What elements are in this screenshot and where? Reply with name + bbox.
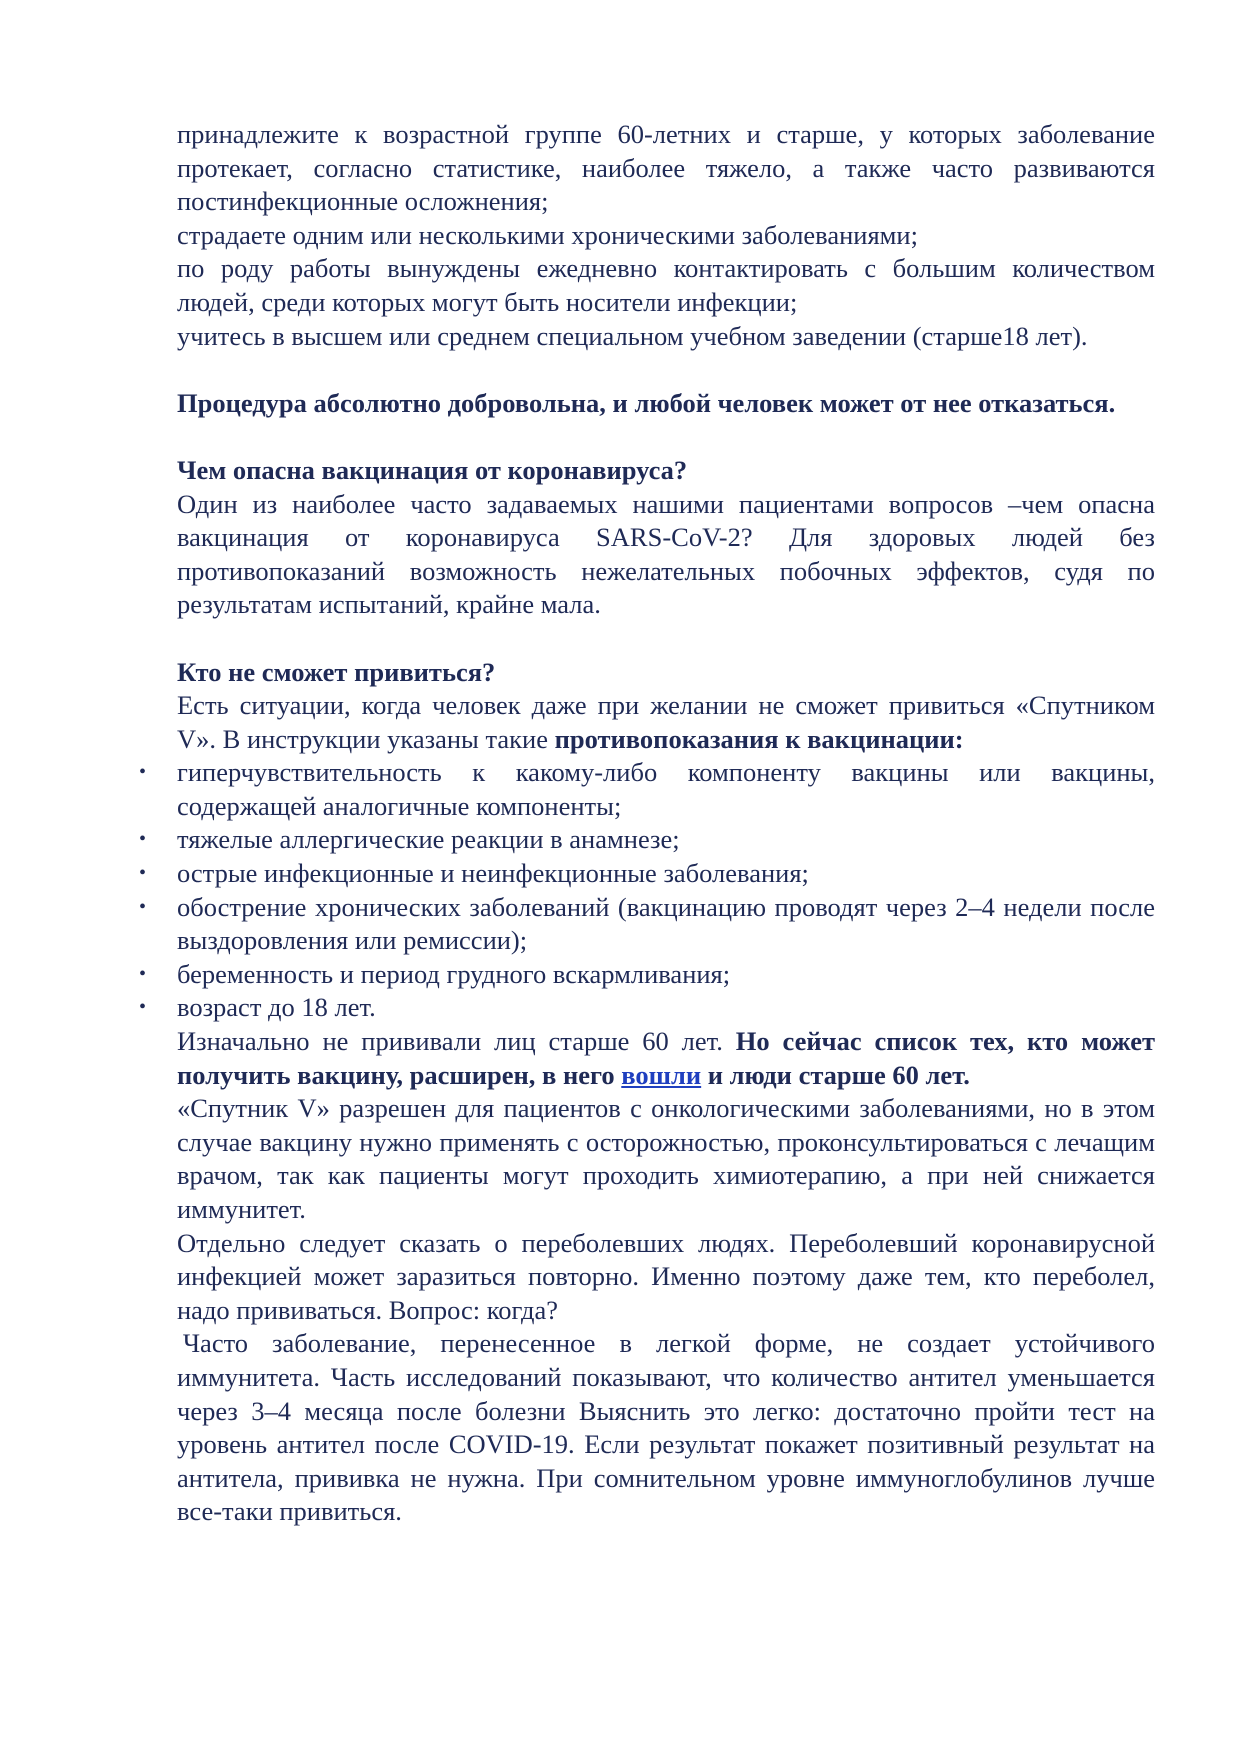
age-bold-text-end: и люди старше 60 лет. bbox=[707, 1059, 970, 1090]
contra-intro-text: Есть ситуации, когда человек даже при желании не сможет привиться «Спутником V». В инструкции указаны такие bbox=[177, 690, 1155, 754]
recovered-paragraph: Отдельно следует сказать о переболевших людях. Переболевший коронавирусной инфекцией может заразиться повторно. Именно поэтому даже тем, кто переболел, надо прививаться. Вопрос: когда? bbox=[177, 1227, 1155, 1325]
bullet-icon: • bbox=[139, 862, 147, 885]
bullet-icon: • bbox=[139, 761, 147, 784]
document-page bbox=[139, 118, 1156, 1529]
intro-line-age: принадлежите к возрастной группе 60-летних и старше, у которых заболевание протекает, согласно статистике, наиболее тяжело, а также часто развиваются постинфекционные осложнения; bbox=[177, 119, 1155, 217]
list-item-text: тяжелые аллергические реакции в анамнезе; bbox=[177, 824, 680, 855]
list-item bbox=[139, 823, 1155, 857]
voluntary-note: Процедура абсолютно добровольна, и любой человек может от нее отказаться. bbox=[177, 387, 1116, 418]
intro-line-study: учитесь в высшем или среднем специальном учебном заведении (старше18 лет). bbox=[177, 320, 1088, 351]
danger-heading: Чем опасна вакцинация от коронавируса? bbox=[177, 454, 688, 485]
list-item-text: беременность и период грудного вскармливания; bbox=[177, 958, 731, 989]
age-bold-text: Но сейчас список тех, кто может получить вакцину, расширен, в него bbox=[177, 1026, 1156, 1090]
bullet-icon: • bbox=[139, 996, 147, 1019]
intro-line-work: по роду работы вынуждены ежедневно контактировать с большим количеством людей, среди которых могут быть носители инфекции; bbox=[177, 253, 1155, 317]
oncology-paragraph: «Спутник V» разрешен для пациентов с онкологическими заболеваниями, но в этом случае вакцину нужно применять с осторожностью, проконсультироваться с лечащим врачом, так как пациенты могут проходить химиотерапию, а при ней снижается иммунитет. bbox=[177, 1093, 1155, 1224]
contraindications-list bbox=[139, 756, 1155, 1025]
entered-link[interactable]: вошли bbox=[621, 1059, 702, 1090]
age-paragraph bbox=[177, 1025, 1155, 1092]
bullet-icon: • bbox=[139, 895, 147, 918]
list-item bbox=[139, 958, 1155, 992]
contra-intro-bold: противопоказания к вакцинации: bbox=[554, 723, 964, 754]
list-item-text: острые инфекционные и неинфекционные заболевания; bbox=[177, 858, 809, 889]
list-item bbox=[139, 857, 1155, 891]
list-item-text: возраст до 18 лет. bbox=[177, 992, 376, 1023]
danger-text: Один из наиболее часто задаваемых нашими пациентами вопросов –чем опасна вакцинация от коронавируса SARS-CoV-2? Для здоровых людей без противопоказаний возможность нежелательных побочных эффектов, судя по результатам испытаний, крайне мала. bbox=[177, 488, 1155, 620]
antibodies-paragraph: Часто заболевание, перенесенное в легкой форме, не создает устойчивого иммунитета. Часть исследований показывают, что количество антител уменьшается через 3–4 месяца после болезни Выяснить это легко: достаточно пройти тест на уровень антител после COVID-19. Если результат покажет позитивный результат на антитела, прививка не нужна. При сомнительном уровне иммуноглобулинов лучше все-таки привиться. bbox=[177, 1328, 1155, 1527]
bullet-icon: • bbox=[139, 962, 147, 985]
list-item bbox=[139, 991, 1155, 1025]
spacer bbox=[177, 353, 1155, 387]
list-item bbox=[139, 891, 1155, 958]
list-item bbox=[139, 756, 1155, 823]
list-item-text: гиперчувствительность к какому-либо компоненту вакцины или вакцины, содержащей аналогичные компоненты; bbox=[177, 757, 1155, 821]
spacer bbox=[177, 420, 1155, 454]
age-plain-text: Изначально не прививали лиц старше 60 лет. bbox=[177, 1026, 723, 1057]
contra-intro bbox=[177, 689, 1155, 756]
bullet-icon: • bbox=[139, 828, 147, 851]
list-item-text: обострение хронических заболеваний (вакцинацию проводят через 2–4 недели после выздоровления или ремиссии); bbox=[177, 891, 1155, 956]
spacer bbox=[177, 622, 1155, 656]
intro-line-chronic: страдаете одним или несколькими хроническими заболеваниями; bbox=[177, 219, 918, 250]
contra-heading: Кто не сможет привиться? bbox=[177, 656, 496, 687]
